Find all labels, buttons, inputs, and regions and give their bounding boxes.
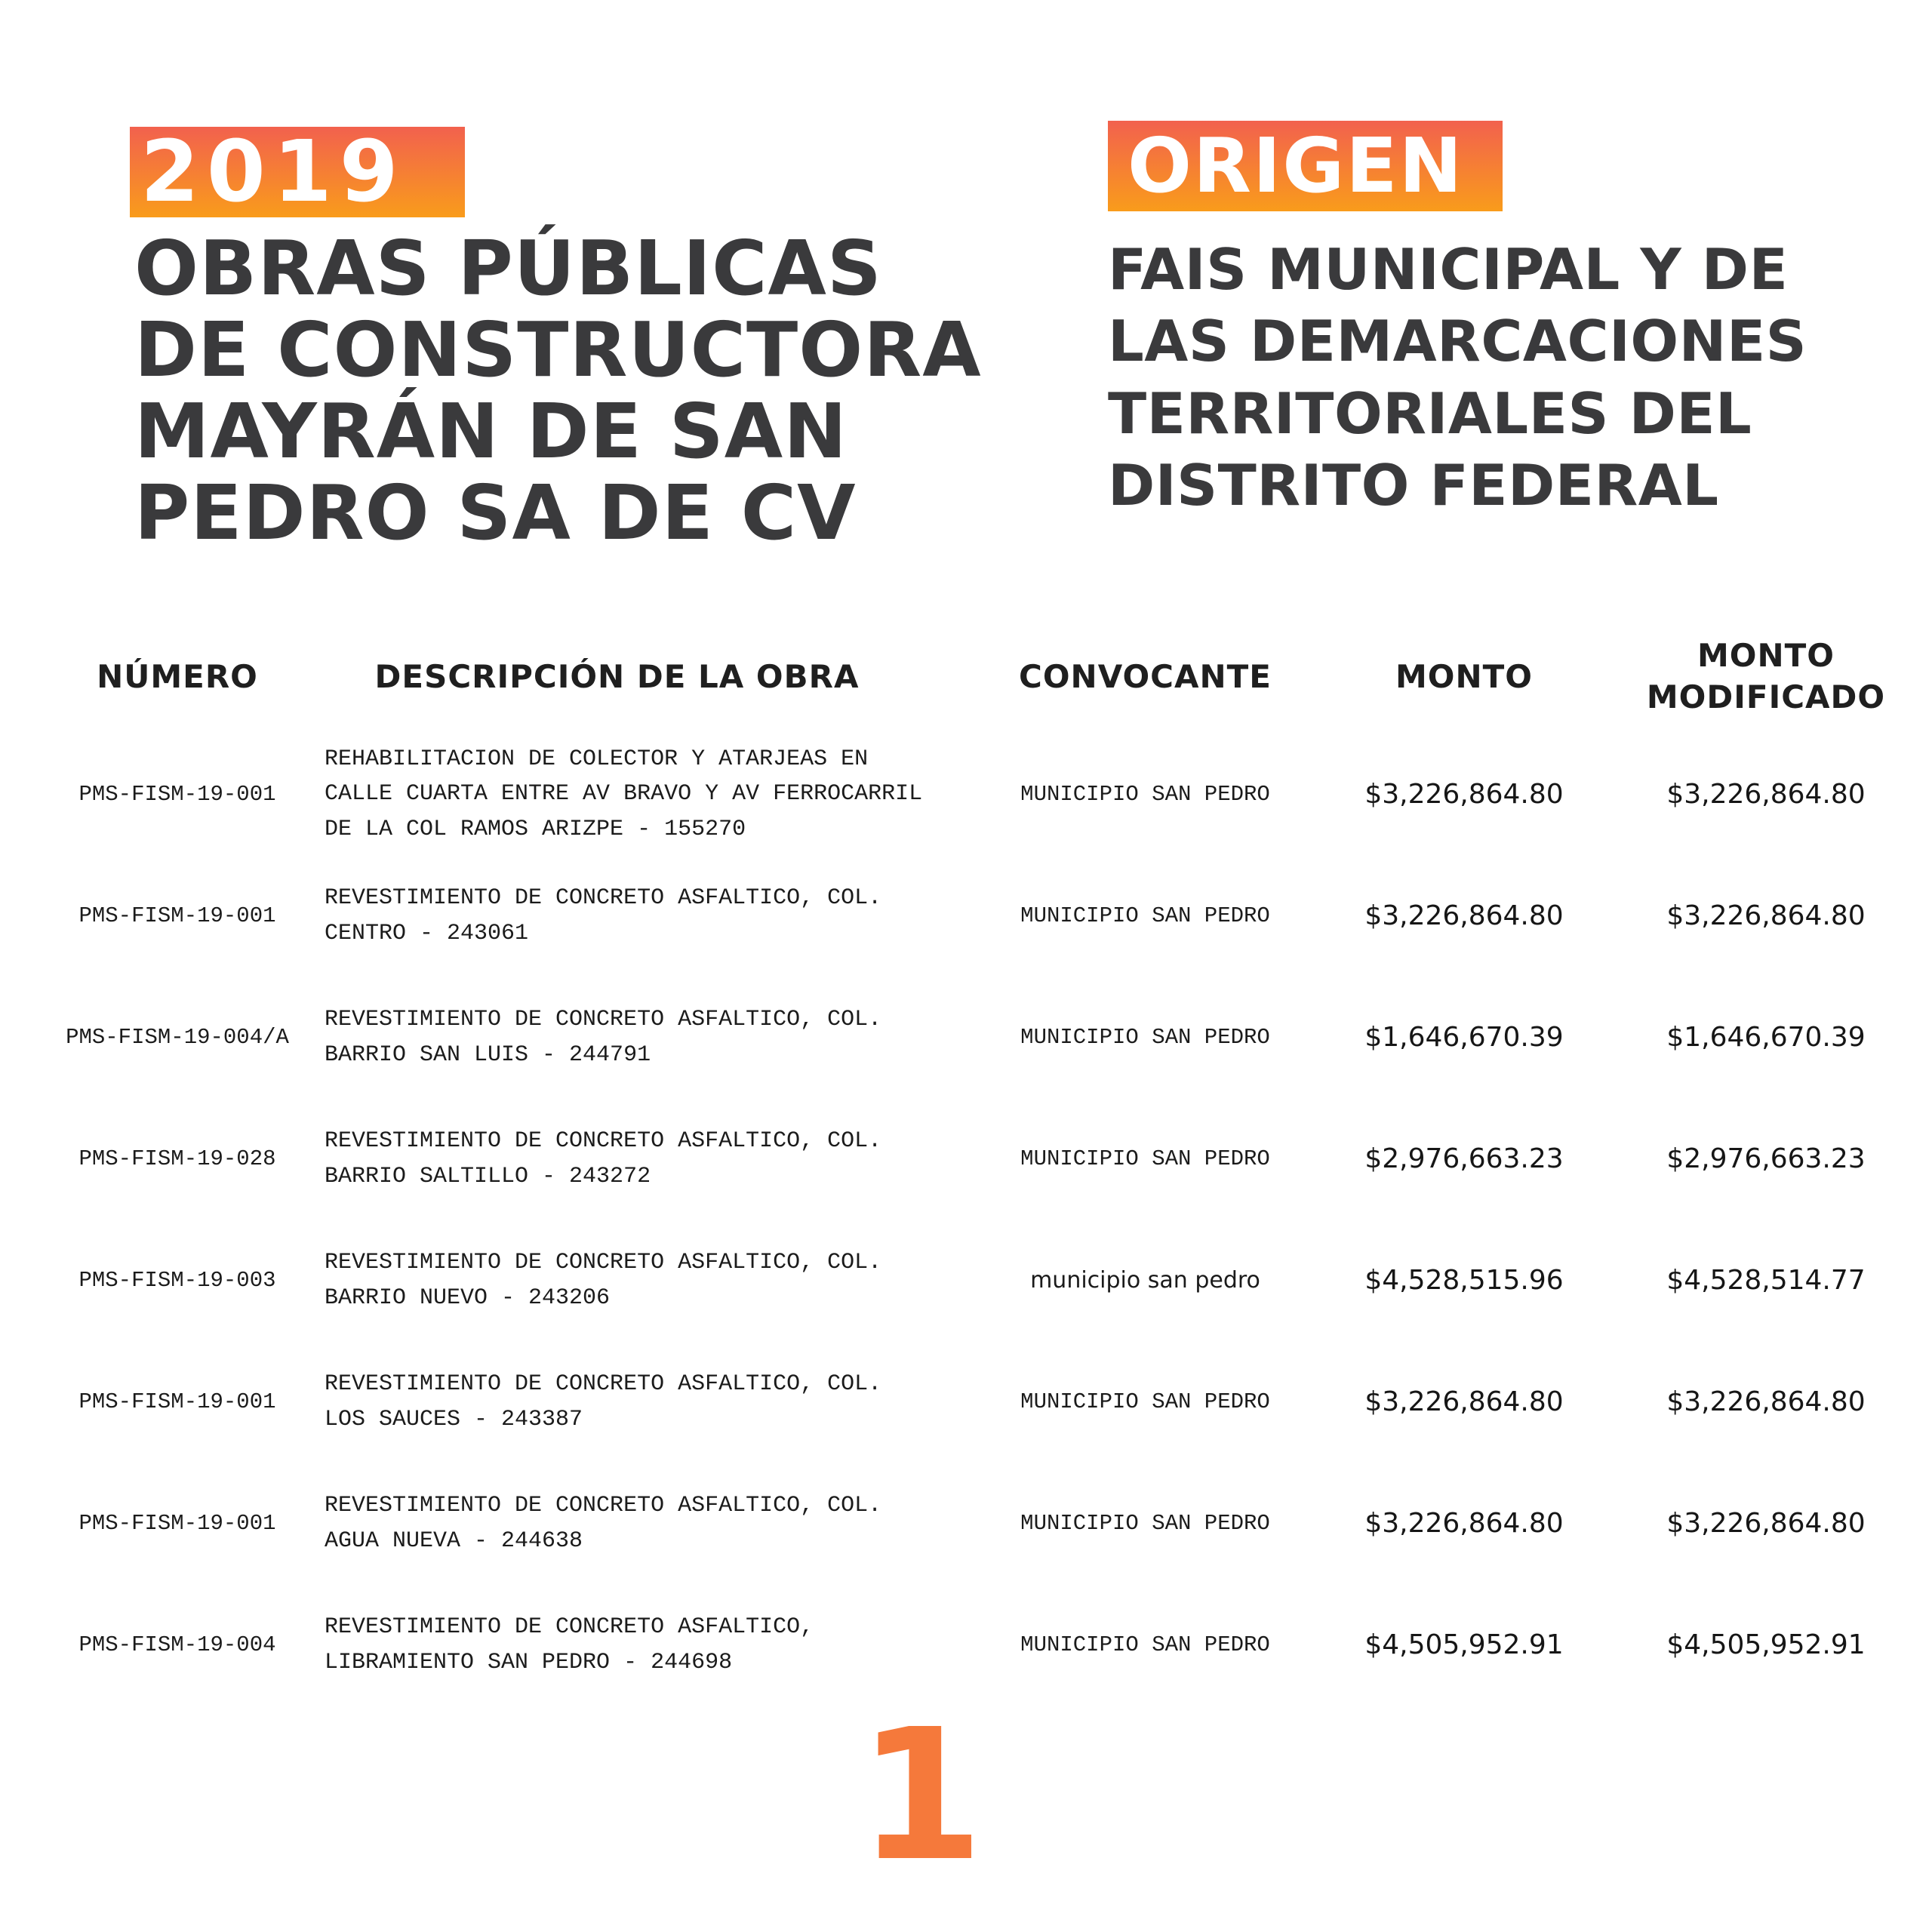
monto-cell: $2,976,663.23 <box>1364 1143 1564 1174</box>
convocante-cell: MUNICIPIO SAN PEDRO <box>1020 1146 1270 1171</box>
descripcion-cell: REVESTIMIENTO DE CONCRETO ASFALTICO, COL. CENTRO - 243061 <box>325 885 882 946</box>
convocante-cell: MUNICIPIO SAN PEDRO <box>1020 1025 1270 1050</box>
monto-modificado-cell: $3,226,864.80 <box>1666 900 1866 931</box>
column-header-descripcion: DESCRIPCIÓN DE LA OBRA <box>374 657 860 695</box>
monto-cell: $3,226,864.80 <box>1364 779 1564 810</box>
monto-modificado-cell: $4,528,514.77 <box>1666 1265 1866 1296</box>
company-title <box>134 224 982 557</box>
table-row <box>45 1463 1913 1584</box>
numero-cell: PMS-FISM-19-001 <box>78 1511 276 1536</box>
origin-description-line: LAS DEMARCACIONES <box>1108 308 1807 375</box>
numero-cell: PMS-FISM-19-001 <box>78 782 276 807</box>
monto-cell: $3,226,864.80 <box>1364 1386 1564 1417</box>
descripcion-cell: REVESTIMIENTO DE CONCRETO ASFALTICO, LIBRAMIENTO SAN PEDRO - 244698 <box>325 1614 814 1675</box>
numero-cell: PMS-FISM-19-001 <box>78 1389 276 1414</box>
numero-cell: PMS-FISM-19-003 <box>78 1268 276 1293</box>
company-title-line: PEDRO SA DE CV <box>134 469 857 557</box>
numero-cell: PMS-FISM-19-001 <box>78 903 276 928</box>
page-number: 1 <box>857 1690 984 1901</box>
table-row <box>45 855 1913 977</box>
numero-cell: PMS-FISM-19-004 <box>78 1632 276 1657</box>
monto-modificado-cell: $4,505,952.91 <box>1666 1629 1866 1660</box>
monto-cell: $3,226,864.80 <box>1364 900 1564 931</box>
monto-cell: $4,505,952.91 <box>1364 1629 1564 1660</box>
monto-modificado-cell: $3,226,864.80 <box>1666 779 1866 810</box>
monto-modificado-cell: $3,226,864.80 <box>1666 1508 1866 1539</box>
descripcion-cell: REVESTIMIENTO DE CONCRETO ASFALTICO, COL. BARRIO SALTILLO - 243272 <box>325 1128 882 1189</box>
origin-description <box>1108 234 1807 521</box>
descripcion-cell: REVESTIMIENTO DE CONCRETO ASFALTICO, COL. AGUA NUEVA - 244638 <box>325 1493 882 1554</box>
table-row <box>45 734 1913 855</box>
table-row <box>45 977 1913 1098</box>
column-header-monto: MONTO <box>1395 657 1533 695</box>
descripcion-cell: REVESTIMIENTO DE CONCRETO ASFALTICO, COL. BARRIO NUEVO - 243206 <box>325 1250 882 1311</box>
convocante-cell: MUNICIPIO SAN PEDRO <box>1020 1511 1270 1536</box>
table-row <box>45 1220 1913 1341</box>
company-title-line: DE CONSTRUCTORA <box>134 306 982 394</box>
monto-cell: $4,528,515.96 <box>1364 1265 1564 1296</box>
column-header-convocante: CONVOCANTE <box>1019 657 1272 695</box>
monto-modificado-cell: $1,646,670.39 <box>1666 1022 1866 1053</box>
column-header-monto-modificado: MONTO MODIFICADO <box>1646 637 1886 715</box>
monto-modificado-cell: $2,976,663.23 <box>1666 1143 1866 1174</box>
table-row <box>45 1584 1913 1706</box>
table-header-row <box>45 620 1913 734</box>
origin-description-line: DISTRITO FEDERAL <box>1108 451 1719 518</box>
company-title-line: OBRAS PÚBLICAS <box>134 224 882 312</box>
origin-description-line: FAIS MUNICIPAL Y DE <box>1108 236 1789 303</box>
column-header-numero: NÚMERO <box>97 657 258 695</box>
monto-cell: $1,646,670.39 <box>1364 1022 1564 1053</box>
table-row <box>45 1341 1913 1463</box>
projects-table <box>45 620 1913 1706</box>
table-row <box>45 1098 1913 1220</box>
descripcion-cell: REVESTIMIENTO DE CONCRETO ASFALTICO, COL. LOS SAUCES - 243387 <box>325 1371 882 1432</box>
descripcion-cell: REHABILITACION DE COLECTOR Y ATARJEAS EN CALLE CUARTA ENTRE AV BRAVO Y AV FERROCARRIL DE LA COL RAMOS ARIZPE - 155270 <box>325 746 923 842</box>
origin-badge: ORIGEN <box>1108 121 1503 211</box>
numero-cell: PMS-FISM-19-004/A <box>66 1025 289 1050</box>
monto-cell: $3,226,864.80 <box>1364 1508 1564 1539</box>
convocante-cell: municipio san pedro <box>1030 1267 1260 1294</box>
numero-cell: PMS-FISM-19-028 <box>78 1146 276 1171</box>
convocante-cell: MUNICIPIO SAN PEDRO <box>1020 782 1270 807</box>
year-badge: 2019 <box>130 127 465 217</box>
convocante-cell: MUNICIPIO SAN PEDRO <box>1020 1389 1270 1414</box>
company-title-line: MAYRÁN DE SAN <box>134 387 848 475</box>
convocante-cell: MUNICIPIO SAN PEDRO <box>1020 903 1270 928</box>
monto-modificado-cell: $3,226,864.80 <box>1666 1386 1866 1417</box>
convocante-cell: MUNICIPIO SAN PEDRO <box>1020 1632 1270 1657</box>
origin-description-line: TERRITORIALES DEL <box>1108 380 1752 447</box>
descripcion-cell: REVESTIMIENTO DE CONCRETO ASFALTICO, COL. BARRIO SAN LUIS - 244791 <box>325 1007 882 1068</box>
